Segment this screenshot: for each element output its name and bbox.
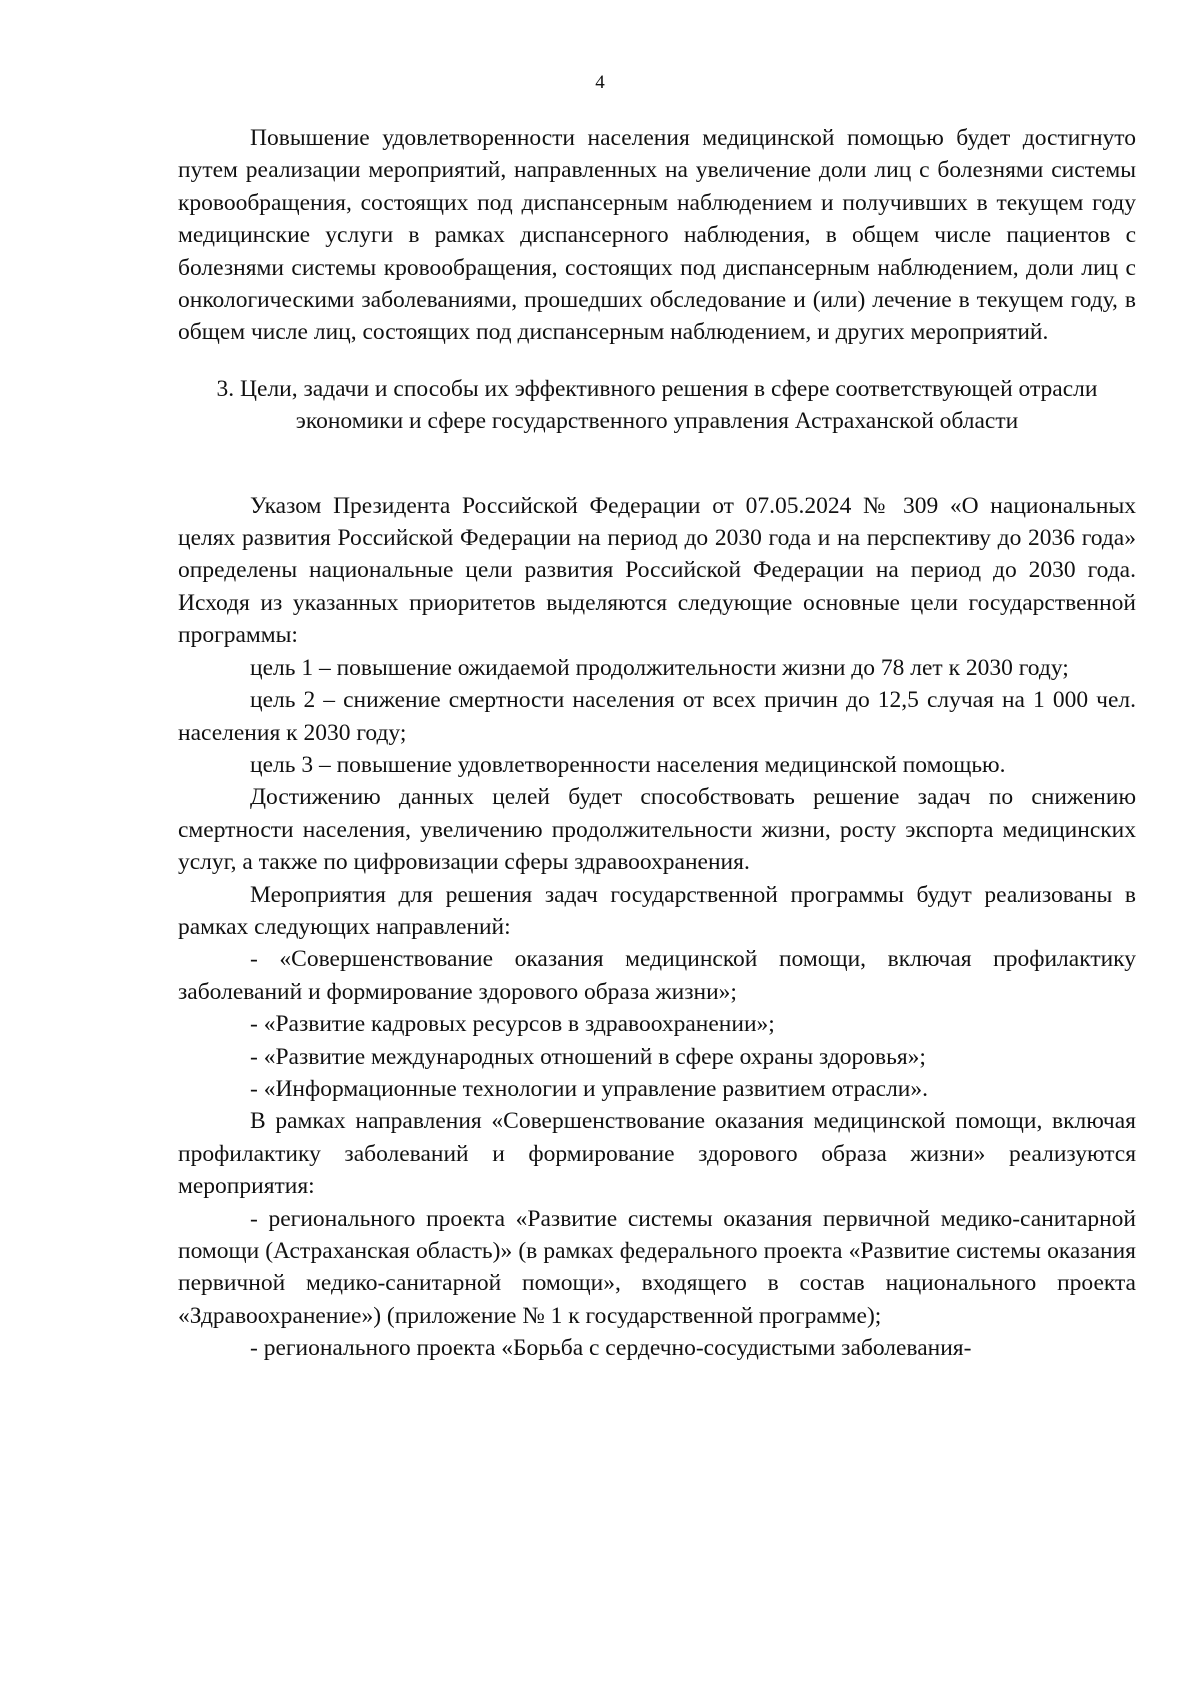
paragraph-direction-activities: В рамках направления «Совершенствование оказания медицинской помощи, включая профилактику заболеваний и формирование здорового образа жизни» реализуются мероприятия: [178, 1108, 1136, 1200]
document-body [178, 122, 1136, 1365]
direction-item: - «Совершенствование оказания медицинской помощи, включая профилактику заболеваний и формирование здорового образа жизни»; [178, 946, 1136, 1005]
paragraph-tasks: Достижению данных целей будет способствовать решение задач по снижению смертности населения, увеличению продолжительности жизни, росту экспорта медицинских услуг, а также по цифровизации сферы здравоохранения. [178, 784, 1136, 876]
direction-item: - «Развитие международных отношений в сфере охраны здоровья»; [250, 1043, 926, 1070]
project-item: - регионального проекта «Развитие системы оказания первичной медико-санитарной помощи (Астраханская область)» (в рамках федерального проекта «Развитие системы оказания первичной медико-санитарной помощи», входящего в состав национального проекта «Здравоохранение») (приложение № 1 к государственной программе); [178, 1205, 1136, 1329]
paragraph-satisfaction: Повышение удовлетворенности населения медицинской помощью будет достигнуто путем реализации мероприятий, направленных на увеличение доли лиц с болезнями системы кровообращения, состоящих под диспансерным наблюдением и получивших в текущем году медицинские услуги в рамках диспансерного наблюдения, в общем числе пациентов с болезнями системы кровообращения, состоящих под диспансерным наблюдением, доли лиц с онкологическими заболеваниями, прошедших обследование и (или) лечение в текущем году, в общем числе лиц, состоящих под диспансерным наблюдением, и других мероприятий. [178, 125, 1136, 346]
direction-item: - «Развитие кадровых ресурсов в здравоохранении»; [250, 1011, 775, 1038]
goal-3: цель 3 – повышение удовлетворенности населения медицинской помощью. [250, 751, 1006, 778]
paragraph-directions: Мероприятия для решения задач государственной программы будут реализованы в рамках следующих направлений: [178, 881, 1136, 940]
direction-item: - «Информационные технологии и управление развитием отрасли». [250, 1075, 929, 1102]
project-item: - регионального проекта «Борьба с сердечно-сосудистыми заболевания- [250, 1335, 972, 1362]
goal-2: цель 2 – снижение смертности населения от всех причин до 12,5 случая на 1 000 чел. населения к 2030 году; [178, 687, 1136, 746]
section-heading: 3. Цели, задачи и способы их эффективного решения в сфере соответствующей отрасли экономики и сфере государственного управления Астраханской области [216, 375, 1098, 435]
goal-1: цель 1 – повышение ожидаемой продолжительности жизни до 78 лет к 2030 году; [250, 654, 1069, 681]
paragraph-decree: Указом Президента Российской Федерации от 07.05.2024 № 309 «О национальных целях развития Российской Федерации на период до 2030 года и на перспективу до 2036 года» определены национальные цели развития Российской Федерации на период до 2030 года. Исходя из указанных приоритетов выделяются следующие основные цели государственной программы: [178, 492, 1136, 649]
page-number: 4 [595, 72, 605, 93]
